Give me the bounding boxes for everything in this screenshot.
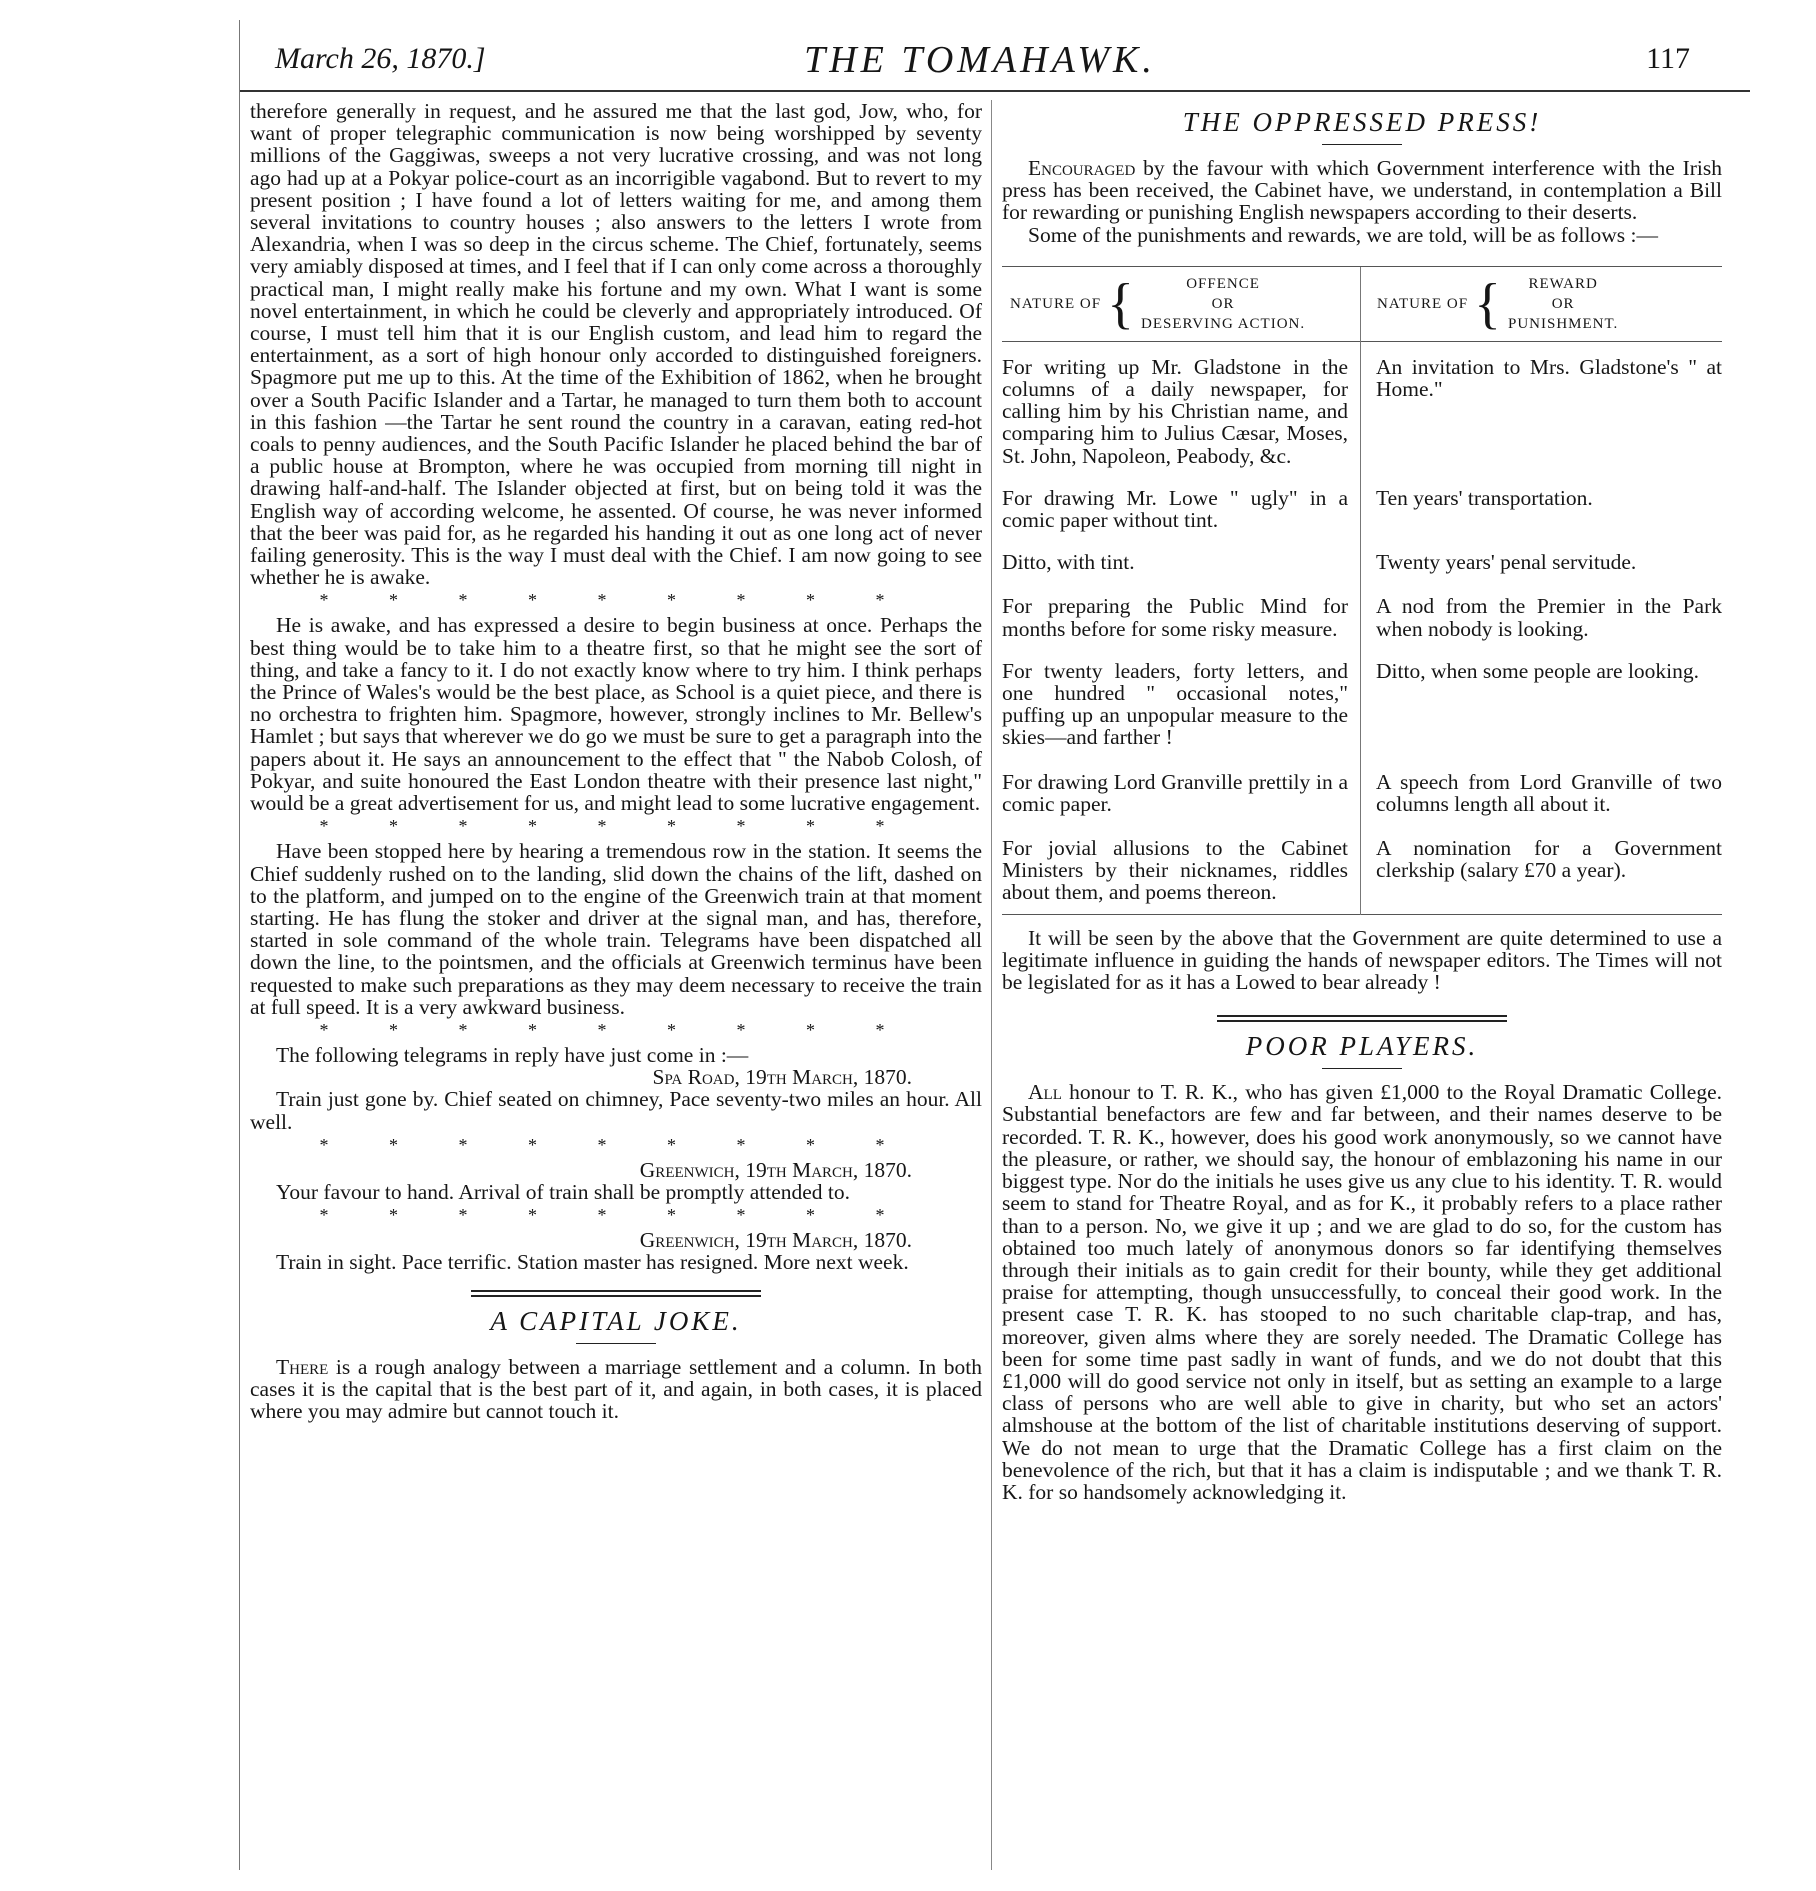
- capital-joke-body: is a rough analogy between a marriage settlement and a column. In both cases it is the capital that is the best part of it, and again, in both cases, it is placed where you may admire but cannot touch it.: [250, 1354, 982, 1423]
- rewards-table: [1002, 266, 1722, 915]
- intro-body: by the favour with which Government interference with the Irish press has been received, the Cabinet have, we understand, in contemplation a Bill for rewarding or punishing English newspapers according to their deserts.: [1002, 156, 1723, 225]
- header-title: THE TOMAHAWK.: [804, 39, 1156, 81]
- table-row: [1002, 771, 1722, 815]
- reward-cell: Twenty years' penal servitude.: [1376, 550, 1637, 575]
- telegram-dateline: Spa Road, 19th March, 1870.: [652, 1065, 912, 1090]
- reward-cell: A nod from the Premier in the Park when nobody is looking.: [1376, 594, 1722, 641]
- reward-cell: A nomination for a Government clerkship (salary £70 a year).: [1376, 836, 1722, 883]
- right-column: [1002, 100, 1722, 1503]
- table-row: [1002, 487, 1722, 531]
- lead-word: All: [1028, 1080, 1062, 1105]
- offence-cell: For writing up Mr. Gladstone in the columns of a daily newspaper, for calling him by his Christian name, and comparing him to Julius Cæsar, Moses, St. John, Napoleon, Peabody, &c.: [1002, 354, 1348, 468]
- title-rule: [1322, 1068, 1402, 1069]
- header-option: OR: [1551, 295, 1575, 312]
- header-option: REWARD: [1528, 275, 1598, 292]
- header-option: DESERVING ACTION.: [1140, 315, 1306, 332]
- reward-cell: Ditto, when some people are looking.: [1376, 658, 1700, 683]
- table-header-offence: [1002, 274, 1355, 334]
- left-column: [250, 100, 982, 1422]
- section-stars: * * * * * * * * *: [319, 1019, 913, 1040]
- column-divider: [991, 100, 992, 1870]
- offence-cell: For drawing Lord Granville prettily in a comic paper.: [1002, 769, 1348, 816]
- telegram-text: Train just gone by. Chief seated on chimney, Pace seventy-two miles an hour. All well.: [250, 1087, 982, 1134]
- telegram-text: Train in sight. Pace terrific. Station master has resigned. More next week.: [276, 1250, 909, 1275]
- table-header: [1002, 267, 1722, 342]
- telegram-dateline: Greenwich, 19th March, 1870.: [639, 1228, 912, 1253]
- header-page-number: 117: [1646, 42, 1690, 75]
- oppressed-press-intro: [1002, 157, 1722, 224]
- table-header-reward: [1355, 274, 1722, 334]
- oppressed-press-title: THE OPPRESSED PRESS!: [1182, 107, 1542, 137]
- page-margin-rule: [239, 20, 240, 1870]
- section-stars: * * * * * * * * *: [319, 816, 913, 837]
- header-options: [1508, 274, 1618, 334]
- table-row: [1002, 660, 1722, 749]
- offence-cell: For preparing the Public Mind for months before for some risky measure.: [1002, 594, 1348, 641]
- brace-glyph: {: [1107, 272, 1135, 335]
- section-stars: * * * * * * * * *: [319, 590, 913, 611]
- section-double-rule: [471, 1290, 761, 1297]
- offence-cell: For jovial allusions to the Cabinet Ministers by their nicknames, riddles about them, and poems thereon.: [1002, 836, 1348, 905]
- table-row: [1002, 837, 1722, 904]
- table-column-rule: [1360, 267, 1361, 915]
- section-double-rule: [1217, 1015, 1507, 1022]
- title-rule: [576, 1343, 656, 1344]
- header-rule: [240, 90, 1750, 92]
- header-option: OFFENCE: [1186, 275, 1260, 292]
- table-row: [1002, 551, 1722, 573]
- story-paragraph: therefore generally in request, and he assured me that the last god, Jow, who, for want of proper telegraphic communication is now being worshipped by seventy millions of the Gaggiwas, sweeps a not very lucrative crossing, and was not long ago had up at a Pokyar police-court as an incorrigible vagabond. But to revert to my present position ; I have found a lot of letters waiting for me, and among them several invitations to country houses ; also answers to the letters I wrote from Alexandria, when I was so deep in the circus scheme. The Chief, fortunately, seems very amiably disposed at times, and I feel that if I can only come across a thoroughly practical man, I might really make his fortune and my own. What I want is some novel entertainment, in which he could be cleverly and appropriately introduced. Of course, I must tell him that it is our English custom, and lead him to regard the entertainment, as a sort of high honour only accorded to distinguished foreigners. Spagmore put me up to this. At the time of the Exhibition of 1862, when he brought over a South Pacific Islander and a Tartar, he managed to turn them both to account in this fashion —the Tartar he sent round the country in a caravan, eating red-hot coals to penny audiences, and the South Pacific Islander he placed behind the bar of a public house at Brompton, where he was occupied from morning till night in drawing half-and-half. The Islander objected at first, but on being told it was the English way of according welcome, he assented. Of course, he was never informed that the beer was paid for, as he regarded his handing it out as one long act of never failing generosity. This is the way I must deal with the Chief. I am now going to see whether he is awake.: [250, 99, 982, 590]
- header-label: NATURE OF: [1377, 295, 1469, 312]
- running-header: [270, 28, 1690, 88]
- brace-glyph: {: [1474, 272, 1502, 335]
- reward-cell: An invitation to Mrs. Gladstone's " at Home.": [1376, 354, 1722, 402]
- lead-word: Encouraged: [1028, 156, 1136, 180]
- capital-joke-text: [250, 1356, 982, 1423]
- reward-cell: A speech from Lord Granville of two columns length all about it.: [1376, 769, 1722, 816]
- oppressed-press-intro2: Some of the punishments and rewards, we are told, will be as follows :—: [1028, 222, 1658, 247]
- table-row: [1002, 356, 1722, 467]
- header-date: March 26, 1870.]: [275, 42, 486, 75]
- header-label: NATURE OF: [1010, 295, 1102, 312]
- telegram-text: Your favour to hand. Arrival of train shall be promptly attended to.: [276, 1179, 851, 1204]
- poor-players-body: honour to T. R. K., who has given £1,000 to the Royal Dramatic College. Substantial benefactors are few and far between, and their names deserve to be recorded. T. R. K., however, does his good work anonymously, so we cannot have the pleasure, or rather, we should say, the honour of emblazoning his name in our biggest type. Nor do the initials he uses give us any clue to his identity. T. R. would seem to stand for Theatre Royal, and as for K., it probably refers to a place rather than to a person. No, we give it up ; and we are glad to do so, for the custom has obtained too much lately of anonymous donors so far identifying themselves through their initials as to gain credit for their bounty, while they get additional praise for attempting, though unsuccessfully, to conceal their good work. In the present case T. R. K. has stooped to no such charitable clap-trap, and has, moreover, given alms where they are sorely needed. The Dramatic College has been for some time past sadly in want of funds, and we do not doubt that this £1,000 will do good service not only in itself, but as setting an example to a large class of persons who are well able to give in charity, but who set an actors' almshouse at the bottom of the list of charitable institutions deserving of support. We do not mean to urge that the Dramatic College has a first claim on the benevolence of the rich, but that it has a claim is indisputable ; and we thank T. R. K. for so handsomely acknowledging it.: [1002, 1080, 1722, 1504]
- table-row: [1002, 595, 1722, 639]
- offence-cell: For drawing Mr. Lowe " ugly" in a comic paper without tint.: [1002, 485, 1348, 533]
- poor-players-title: POOR PLAYERS.: [1245, 1031, 1479, 1062]
- poor-players-text: [1002, 1081, 1722, 1503]
- offence-cell: Ditto, with tint.: [1002, 550, 1135, 575]
- story-paragraph: The following telegrams in reply have just come in :—: [276, 1042, 749, 1067]
- oppressed-press-conclusion: It will be seen by the above that the Government are quite determined to use a legitimate influence in guiding the hands of newspaper editors. The Times will not be legislated for as it has a Lowed to bear already !: [1002, 925, 1722, 995]
- telegram-dateline: Greenwich, 19th March, 1870.: [639, 1157, 912, 1182]
- story-paragraph: He is awake, and has expressed a desire to begin business at once. Perhaps the best thing would be to take him to a theatre first, so that he might see the sort of thing, and take a fancy to it. I do not exactly know where to try him. I think perhaps the Prince of Wales's would be the best place, as School is a quiet piece, and there is no orchestra to frighten him. Spagmore, however, strongly inclines to Mr. Bellew's Hamlet ; but says that wherever we do go we must be sure to get a paragraph into the papers about it. He says an announcement to the effect that " the Nabob Colosh, of Pokyar, and suite honoured the East London theatre with their presence last night," would be a great advertisement for us, and might lead to some lucrative engagement.: [250, 613, 982, 816]
- header-options: [1141, 274, 1305, 334]
- section-stars: * * * * * * * * *: [319, 1134, 913, 1155]
- title-rule: [1322, 144, 1402, 145]
- offence-cell: For twenty leaders, forty letters, and one hundred " occasional notes," puffing up an unpopular measure to the skies—and farther !: [1002, 658, 1348, 750]
- header-option: OR: [1211, 295, 1235, 312]
- lead-word: There: [276, 1354, 329, 1379]
- capital-joke-title: A CAPITAL JOKE.: [490, 1305, 742, 1336]
- story-paragraph: Have been stopped here by hearing a tremendous row in the station. It seems the Chief suddenly rushed on to the landing, slid down the chains of the lift, dashed on to the platform, and jumped on to the engine of the Greenwich train at that moment starting. He has flung the stoker and driver at the signal man, and has, therefore, started in sole command of the whole train. Telegrams have been dispatched all down the line, to the pointsmen, and the officials at Greenwich terminus have been requested to make such preparations as they may deem necessary to receive the train at full speed. It is a very awkward business.: [250, 839, 982, 1019]
- reward-cell: Ten years' transportation.: [1376, 485, 1593, 510]
- section-stars: * * * * * * * * *: [319, 1205, 913, 1226]
- table-bottom-rule: [1002, 914, 1722, 915]
- header-option: PUNISHMENT.: [1507, 315, 1619, 332]
